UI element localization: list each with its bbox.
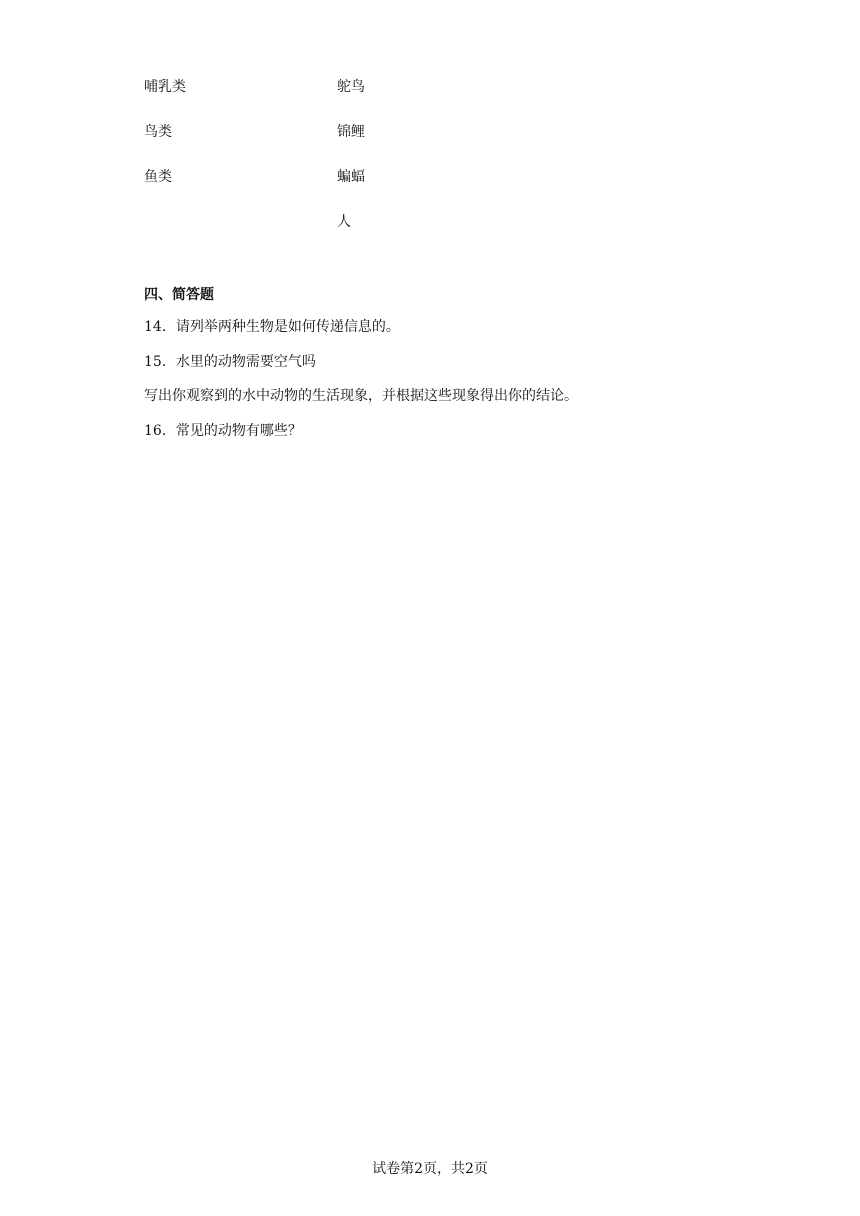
- animal-human: 人: [337, 214, 351, 230]
- animal-koi: 锦鲤: [337, 124, 365, 140]
- section-heading: 四、简答题: [144, 287, 214, 303]
- question-15-detail: 写出你观察到的水中动物的生活现象，并根据这些现象得出你的结论。: [144, 388, 578, 404]
- question-16: 16．常见的动物有哪些？: [144, 423, 302, 439]
- question-15: 15．水里的动物需要空气吗: [144, 354, 316, 370]
- question-14: 14．请列举两种生物是如何传递信息的。: [144, 319, 400, 335]
- animal-bat: 蝙蝠: [337, 169, 365, 185]
- category-mammals: 哺乳类: [144, 79, 186, 95]
- page-footer: 试卷第2页，共2页: [372, 1161, 488, 1177]
- category-fish: 鱼类: [144, 169, 172, 185]
- category-birds: 鸟类: [144, 124, 172, 140]
- animal-ostrich: 鸵鸟: [337, 79, 365, 95]
